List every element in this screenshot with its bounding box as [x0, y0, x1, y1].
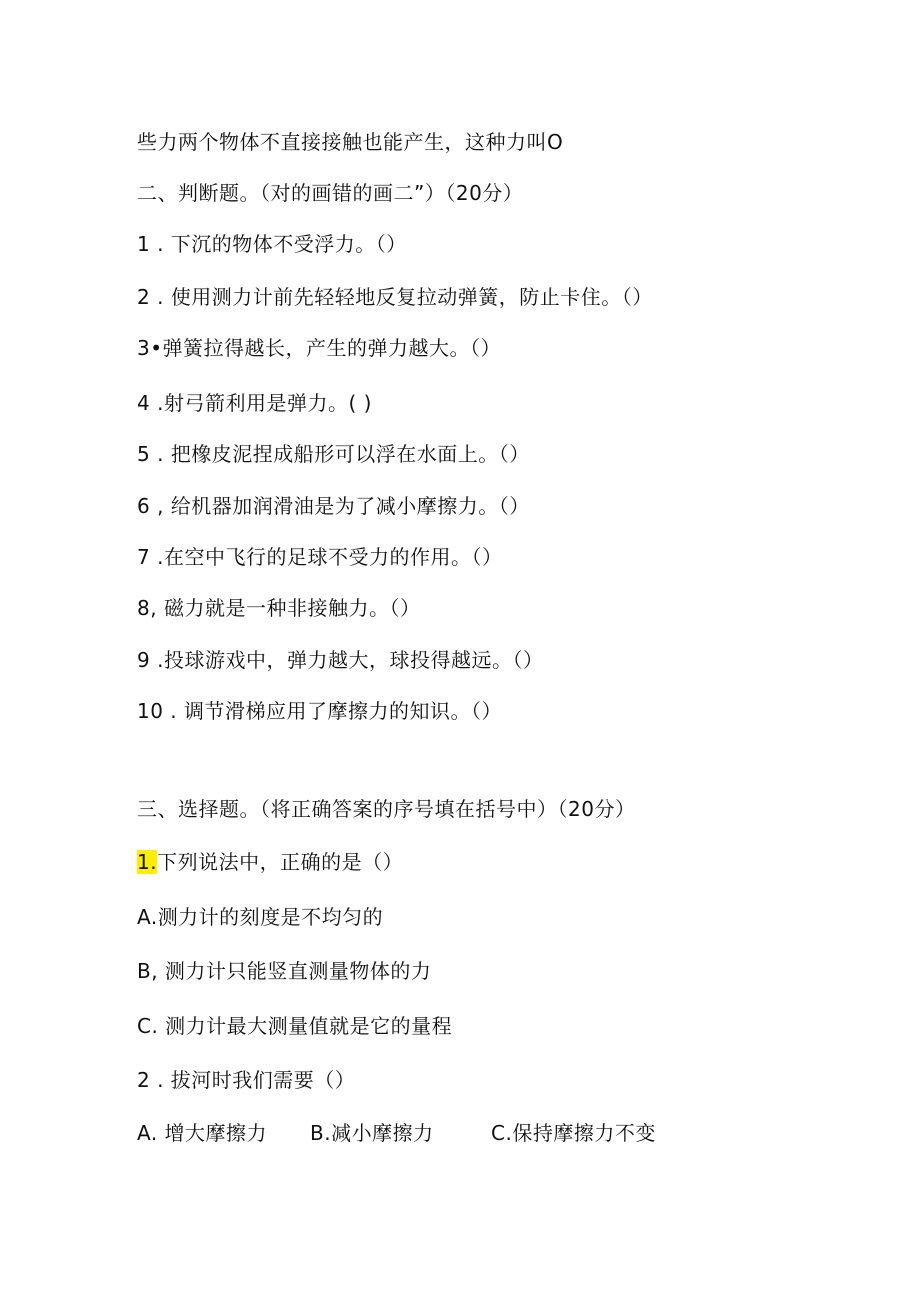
- item-number: 9: [137, 648, 151, 672]
- judge-item-8: [137, 594, 420, 622]
- item-text: . 把橡皮泥捏成船形可以浮在水面上。（）: [150, 442, 530, 466]
- item-number: 4: [137, 391, 151, 415]
- q1-option-c: C. 测力计最大测量值就是它的量程: [137, 1014, 453, 1038]
- judge-item-4: [137, 389, 372, 417]
- judge-item-6: [137, 492, 530, 520]
- item-number: 2: [137, 285, 151, 309]
- item-number: 8: [137, 596, 151, 620]
- item-text: . 调节滑梯应用了摩擦力的知识。（）: [163, 699, 503, 723]
- item-text: . 使用测力计前先轻轻地反复拉动弹簧，防止卡住。（）: [150, 285, 653, 309]
- judge-item-10: [137, 697, 502, 725]
- item-text: •弹簧拉得越长，产生的弹力越大。（）: [150, 336, 502, 360]
- q1-option-a: A.测力计的刻度是不均匀的: [137, 905, 384, 929]
- item-number: 6: [137, 494, 151, 518]
- item-text: , 给机器加润滑油是为了减小摩擦力。（）: [150, 494, 530, 518]
- question-number: 2: [137, 1068, 151, 1092]
- item-text: . 下沉的物体不受浮力。（）: [150, 232, 407, 256]
- highlighted-question-number: 1.: [137, 850, 158, 874]
- item-number: 10: [137, 699, 164, 723]
- q2-option-b: B.减小摩擦力: [310, 1121, 434, 1145]
- q2-option-a: A. 增大摩擦力: [137, 1121, 268, 1145]
- item-text: .射弓箭利用是弹力。( ): [150, 391, 372, 415]
- item-text: , 磁力就是一种非接触力。（）: [150, 596, 421, 620]
- question-text: 下列说法中，正确的是（）: [157, 850, 404, 874]
- q2-option-c: C.保持摩擦力不变: [491, 1121, 656, 1145]
- judge-item-9: [137, 646, 543, 674]
- question-text: . 拔河时我们需要（）: [150, 1068, 356, 1092]
- judge-item-1: [137, 230, 407, 258]
- item-number: 1: [137, 232, 151, 256]
- item-text: .在空中飞行的足球不受力的作用。（）: [150, 545, 503, 569]
- judge-item-5: [137, 440, 530, 468]
- choice-question-1: [137, 848, 403, 876]
- item-number: 3: [137, 336, 151, 360]
- intro-line: 些力两个物体不直接接触也能产生，这种力叫O: [137, 130, 564, 154]
- section3-heading: 三、选择题。（将正确答案的序号填在括号中）（20分）: [137, 797, 636, 821]
- item-number: 5: [137, 442, 151, 466]
- judge-item-2: [137, 283, 653, 311]
- section2-heading: 二、判断题。（对的画错的画二”）（20分）: [137, 181, 524, 205]
- choice-question-2: [137, 1066, 355, 1094]
- judge-item-7: [137, 543, 502, 571]
- item-text: .投球游戏中，弹力越大，球投得越远。（）: [150, 648, 544, 672]
- q1-option-b: B, 测力计只能竖直测量物体的力: [137, 959, 432, 983]
- judge-item-3: [137, 334, 501, 362]
- item-number: 7: [137, 545, 151, 569]
